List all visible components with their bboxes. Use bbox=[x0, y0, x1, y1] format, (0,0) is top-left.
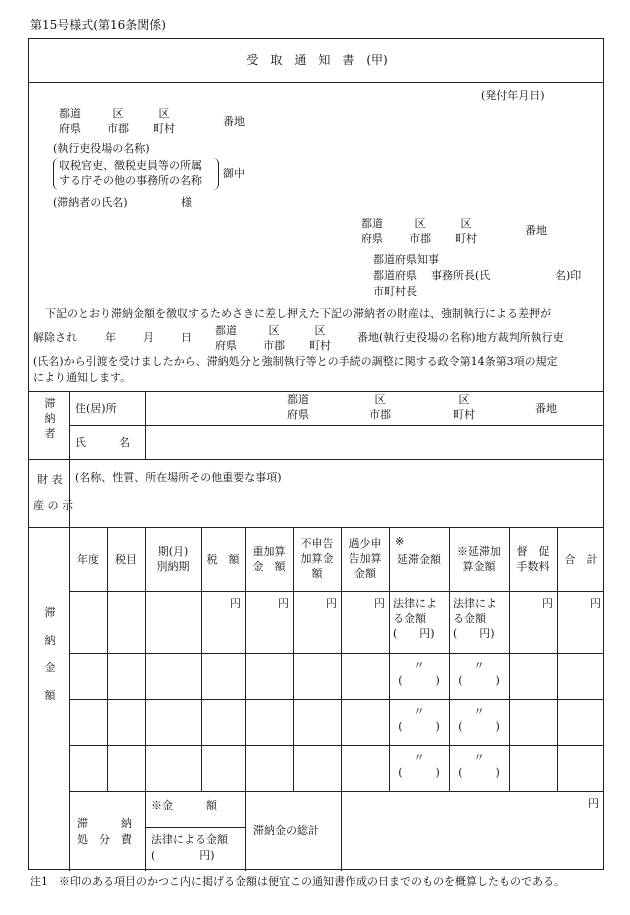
body-line-2b: 番地(執行吏役場の名称)地方裁判所執行吏 bbox=[357, 331, 564, 344]
body-line-2a: 解除され bbox=[33, 331, 77, 344]
form-title: 受 取 通 知 書 (甲) bbox=[246, 53, 388, 67]
recipient-city: 区 市郡 bbox=[107, 107, 129, 135]
gochu-label: 御中 bbox=[223, 167, 245, 180]
disposal-mark-amount: ※金 額 bbox=[151, 799, 217, 812]
body-line-3: (氏名)から引渡を受けましたから、滞納処分と強制執行等との手続の調整に関する政令第14条第3項の規定 bbox=[33, 355, 558, 368]
form-number: 第15号様式(第16条関係) bbox=[30, 18, 166, 32]
col-tax: 税 額 bbox=[206, 553, 240, 566]
body-month: 月 bbox=[143, 331, 154, 344]
body-year: 年 bbox=[105, 331, 116, 344]
delay-add-legal: 法律によ る金額 ( 円) bbox=[453, 597, 497, 640]
debtor-name-label: (滞納者の氏名) bbox=[53, 196, 128, 209]
yen-nondecl: 円 bbox=[326, 597, 337, 610]
body-line-4: により通知します。 bbox=[33, 371, 132, 384]
sender-governor: 都道府県知事 bbox=[373, 253, 439, 266]
disposal-label-1: 滞 納 bbox=[77, 817, 132, 830]
disposal-legal-paren: ( 円) bbox=[151, 849, 215, 862]
office-name: (執行吏役場の名称) bbox=[53, 142, 150, 155]
yen-under: 円 bbox=[374, 597, 385, 610]
property-label-1: 財 表 bbox=[37, 473, 63, 486]
yen-supervise: 円 bbox=[542, 597, 553, 610]
sender-office-head: 事務所長(氏 bbox=[431, 269, 491, 282]
body-city: 区 市郡 bbox=[263, 324, 285, 352]
ditto-delay-add-1: 〃 ( ) bbox=[458, 659, 500, 687]
body-day: 日 bbox=[181, 331, 192, 344]
ditto-delay-2: 〃 ( ) bbox=[398, 705, 440, 733]
sender-town: 区 町村 bbox=[455, 217, 477, 245]
col-total: 合 計 bbox=[564, 553, 598, 566]
recipient-pref: 都道 府県 bbox=[59, 107, 81, 135]
col-period: 期(月) 別納期 bbox=[156, 545, 190, 573]
ditto-delay-add-2: 〃 ( ) bbox=[458, 705, 500, 733]
sender-city: 区 市郡 bbox=[409, 217, 431, 245]
delay-legal: 法律によ る金額 ( 円) bbox=[393, 597, 437, 640]
debtor-label: 滞 納 者 bbox=[44, 397, 56, 440]
sender-pref: 都道 府県 bbox=[361, 217, 383, 245]
ditto-delay-add-3: 〃 ( ) bbox=[458, 751, 500, 779]
col-supervise: 督 促 手数料 bbox=[516, 545, 550, 573]
col-heavy: 重加算 金 額 bbox=[252, 545, 286, 573]
body-line-1: 下記のとおり滞納金額を徴収するためさきに差し押えた下記の滞納者の財産は、強制執行による差押が bbox=[45, 307, 551, 320]
disposal-legal: 法律による金額 bbox=[151, 833, 228, 846]
col-delay-mark: ※ bbox=[395, 535, 405, 548]
footnote: 注1 ※印のある項目のかつこ内に掲げる金額は便宜この通知書作成の日までのものを概算したものである。 bbox=[30, 875, 565, 888]
col-item: 税目 bbox=[115, 553, 137, 566]
property-label-2: 産 の 示 bbox=[33, 499, 73, 512]
debtor-pref: 都道 府県 bbox=[287, 393, 309, 421]
sama-label: 様 bbox=[181, 196, 192, 209]
debtor-town: 区 町村 bbox=[453, 393, 475, 421]
issue-date: (発付年月日) bbox=[481, 89, 545, 102]
col-under: 過少申 告加算 金額 bbox=[348, 537, 382, 580]
official-dept: 収税官吏、徴税吏員等の所属 する庁その他の事務所の名称 bbox=[59, 159, 202, 187]
col-delay: 延滞金額 bbox=[397, 553, 441, 566]
debtor-address-label: 住(居)所 bbox=[75, 402, 117, 415]
total-label: 滞納金の総計 bbox=[253, 824, 319, 837]
ditto-delay-1: 〃 ( ) bbox=[398, 659, 440, 687]
property-desc: (名称、性質、所在場所その他重要な事項) bbox=[75, 471, 282, 484]
disposal-label-2: 処 分 費 bbox=[77, 833, 132, 846]
sender-mayor: 市町村長 bbox=[373, 285, 417, 298]
sender-pref-office: 都道府県 bbox=[373, 269, 417, 282]
col-year: 年度 bbox=[77, 553, 99, 566]
recipient-town: 区 町村 bbox=[153, 107, 175, 135]
total-yen: 円 bbox=[588, 797, 599, 810]
amount-side-label: 滞 納 金 額 bbox=[44, 606, 56, 702]
yen-heavy: 円 bbox=[278, 597, 289, 610]
col-nondecl: 不申告 加算金 額 bbox=[300, 537, 334, 580]
col-delay-add: ※延滞加 算金額 bbox=[457, 545, 501, 573]
sender-banchi: 番地 bbox=[525, 224, 547, 237]
recipient-banchi: 番地 bbox=[223, 115, 245, 128]
body-town: 区 町村 bbox=[309, 324, 331, 352]
debtor-name-field-label: 氏 名 bbox=[75, 436, 130, 449]
body-pref: 都道 府県 bbox=[215, 324, 237, 352]
ditto-delay-3: 〃 ( ) bbox=[398, 751, 440, 779]
notice-form bbox=[28, 38, 604, 870]
yen-tax: 円 bbox=[230, 597, 241, 610]
debtor-city: 区 市郡 bbox=[369, 393, 391, 421]
sender-seal: 名)印 bbox=[555, 269, 582, 282]
debtor-banchi: 番地 bbox=[535, 402, 557, 415]
yen-total: 円 bbox=[590, 597, 601, 610]
